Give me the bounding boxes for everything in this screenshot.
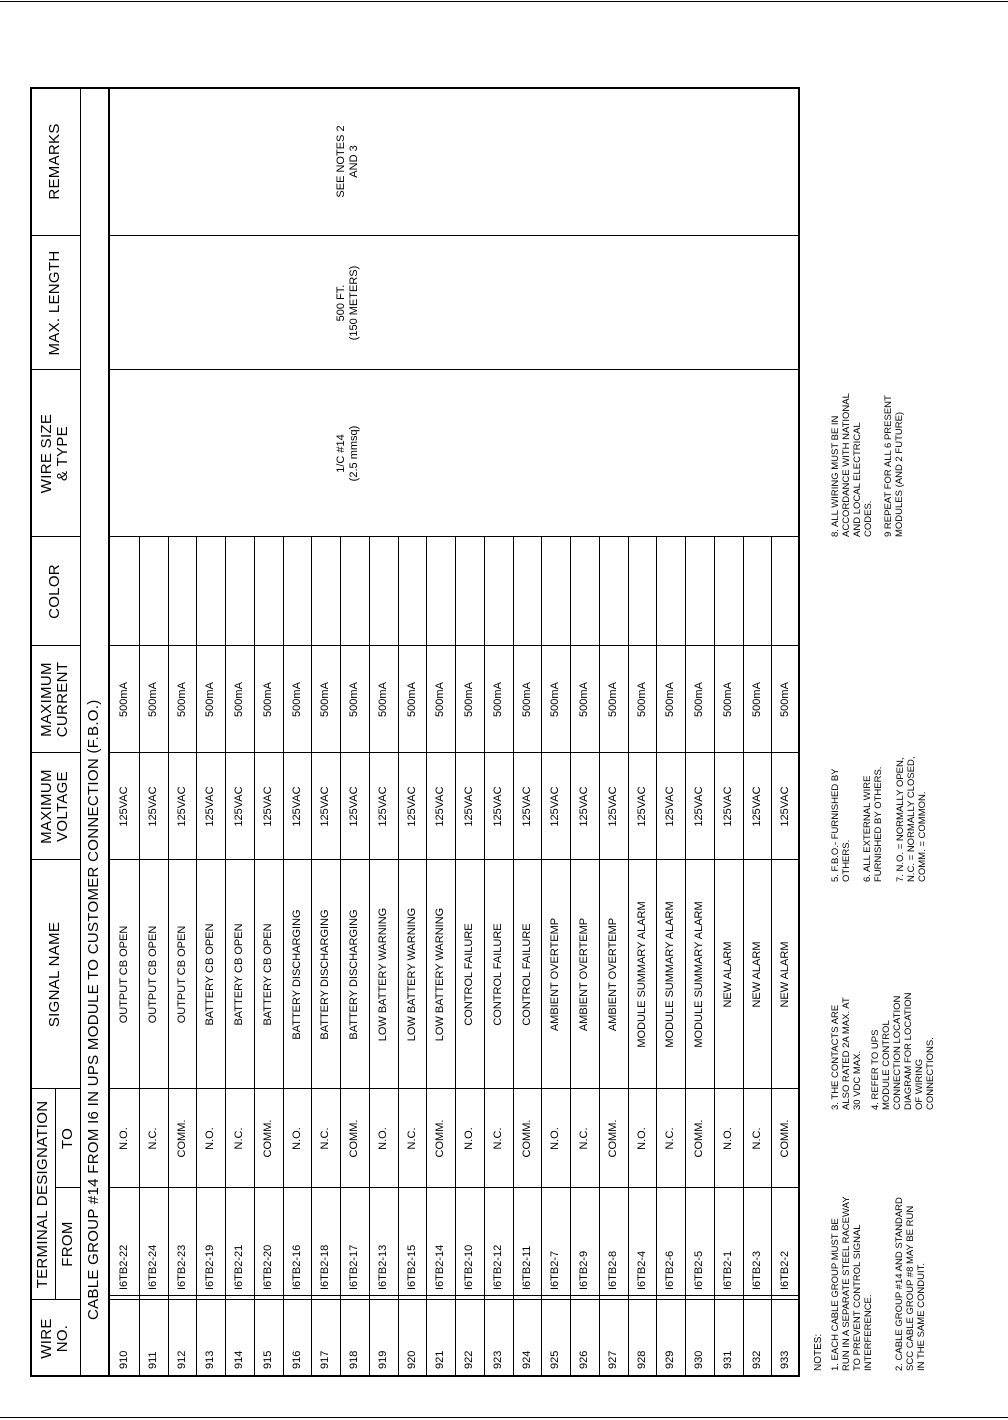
header-remarks-label: REMARKS xyxy=(46,123,63,200)
row-to-cell: COMM. xyxy=(434,1119,446,1158)
row-divider xyxy=(225,537,226,1377)
row-current-cell: 500mA xyxy=(204,682,216,717)
row-current-cell: 500mA xyxy=(549,682,561,717)
row-wire-cell: 921 xyxy=(434,1350,446,1369)
row-voltage-cell: 125VAC xyxy=(176,786,188,827)
row-signal-cell: MODULE SUMMARY ALARM xyxy=(636,901,648,1048)
row-divider xyxy=(570,537,571,1377)
row-from-cell: I6TB2-10 xyxy=(463,1244,475,1290)
note-1: 1. EACH CABLE GROUP MUST BE RUN IN A SEPARATE STEEL RACEWAY TO PREVENT CONTROL SIGNAL INTERFERENCE. xyxy=(830,1196,874,1371)
row-wire-cell: 931 xyxy=(722,1350,734,1369)
row-to-cell: N.O. xyxy=(204,1127,216,1150)
row-current-cell: 500mA xyxy=(291,682,303,717)
row-current-cell: 500mA xyxy=(492,682,504,717)
row-to-cell: COMM. xyxy=(607,1119,619,1158)
header-divider xyxy=(80,87,81,1377)
row-wire-cell: 920 xyxy=(406,1350,418,1369)
header-max-length xyxy=(30,236,80,370)
row-signal-cell: CONTROL FAILURE xyxy=(463,923,475,1026)
note-3: 3. THE CONTACTS ARE ALSO RATED 2A MAX. AT 30 VDC MAX. xyxy=(830,997,863,1110)
row-from-cell: I6TB2-21 xyxy=(233,1244,245,1290)
header-signal-name xyxy=(30,860,80,1089)
row-current-cell: 500mA xyxy=(607,682,619,717)
row-to-cell: COMM. xyxy=(262,1119,274,1158)
row-voltage-cell: 125VAC xyxy=(319,786,331,827)
rotated-wiring-table-sheet xyxy=(30,87,936,1377)
row-from-cell: I6TB2-3 xyxy=(751,1250,763,1290)
row-wire-cell: 916 xyxy=(291,1350,303,1369)
row-voltage-cell: 125VAC xyxy=(434,786,446,827)
row-voltage-cell: 125VAC xyxy=(348,786,360,827)
row-voltage-cell: 125VAC xyxy=(463,786,475,827)
row-current-cell: 500mA xyxy=(751,682,763,717)
row-to-cell: N.C. xyxy=(664,1127,676,1150)
row-voltage-cell: 125VAC xyxy=(693,786,705,827)
note-2: 2. CABLE GROUP #14 AND STANDARD SCC CABLE GROUP #8 MAY BE RUN IN THE SAME CONDUIT. xyxy=(894,1197,927,1371)
row-wire-cell: 929 xyxy=(664,1350,676,1369)
header-signal-label: SIGNAL NAME xyxy=(46,921,63,1028)
bottom-rule xyxy=(0,1417,1008,1418)
row-divider xyxy=(743,537,744,1377)
header-remarks xyxy=(30,87,80,236)
row-to-cell: N.C. xyxy=(233,1127,245,1150)
row-to-cell: N.C. xyxy=(492,1127,504,1150)
row-to-cell: N.O. xyxy=(377,1127,389,1150)
row-signal-cell: AMBIENT OVERTEMP xyxy=(607,917,619,1032)
row-signal-cell: CONTROL FAILURE xyxy=(521,923,533,1026)
row-wire-cell: 924 xyxy=(521,1350,533,1369)
row-divider xyxy=(196,537,197,1377)
header-wiresize-line1: WIRE SIZE xyxy=(38,413,55,494)
top-rule xyxy=(0,1,1008,2)
row-signal-cell: BATTERY DISCHARGING xyxy=(291,909,303,1040)
remarks-divider xyxy=(110,235,800,236)
row-voltage-cell: 125VAC xyxy=(722,786,734,827)
header-maxlength-label: MAX. LENGTH xyxy=(46,250,63,356)
row-divider xyxy=(599,537,600,1377)
row-current-cell: 500mA xyxy=(319,682,331,717)
row-current-cell: 500mA xyxy=(176,682,188,717)
row-from-cell: I6TB2-1 xyxy=(722,1250,734,1290)
row-voltage-cell: 125VAC xyxy=(636,786,648,827)
row-wire-cell: 918 xyxy=(348,1350,360,1369)
row-wire-cell: 912 xyxy=(176,1350,188,1369)
row-signal-cell: LOW BATTERY WARNING xyxy=(377,907,389,1042)
row-from-cell: I6TB2-24 xyxy=(147,1244,159,1290)
row-divider xyxy=(541,537,542,1377)
row-divider xyxy=(168,537,169,1377)
row-divider xyxy=(311,537,312,1377)
note-5: 5. F.B.O.- FURNISHED BY OTHERS. xyxy=(830,768,852,882)
header-max-voltage xyxy=(30,753,80,860)
row-signal-cell: BATTERY DISCHARGING xyxy=(319,909,331,1040)
row-from-cell: I6TB2-7 xyxy=(549,1250,561,1290)
row-to-cell: N.O. xyxy=(463,1127,475,1150)
row-signal-cell: AMBIENT OVERTEMP xyxy=(549,917,561,1032)
note-8: 8. ALL WIRING MUST BE IN ACCORDANCE WITH NATIONAL AND LOCAL ELECTRICAL CODES. xyxy=(830,393,874,537)
row-from-cell: I6TB2-15 xyxy=(406,1244,418,1290)
row-to-cell: N.C. xyxy=(406,1127,418,1150)
row-wire-cell: 910 xyxy=(118,1350,130,1369)
row-wire-cell: 928 xyxy=(636,1350,648,1369)
row-voltage-cell: 125VAC xyxy=(549,786,561,827)
row-current-cell: 500mA xyxy=(693,682,705,717)
row-signal-cell: AMBIENT OVERTEMP xyxy=(578,917,590,1032)
row-signal-cell: NEW ALARM xyxy=(751,941,763,1008)
row-voltage-cell: 125VAC xyxy=(578,786,590,827)
row-signal-cell: CONTROL FAILURE xyxy=(492,923,504,1026)
row-divider xyxy=(426,537,427,1377)
row-to-cell: N.O. xyxy=(636,1127,648,1150)
row-current-cell: 500mA xyxy=(434,682,446,717)
row-voltage-cell: 125VAC xyxy=(492,786,504,827)
row-wire-cell: 933 xyxy=(779,1350,791,1369)
header-to-label: TO xyxy=(58,1127,76,1150)
note-6: 6. ALL EXTERNAL WIRE FURNISHED BY OTHERS. xyxy=(862,766,884,882)
row-divider xyxy=(513,537,514,1377)
row-to-cell: COMM. xyxy=(779,1119,791,1158)
row-from-cell: I6TB2-18 xyxy=(319,1244,331,1290)
row-divider xyxy=(771,537,772,1377)
row-divider xyxy=(139,537,140,1377)
note-4: 4. REFER TO UPS MODULE CONTROL CONNECTION LOCATION DIAGRAM FOR LOCATION OF WIRING CONNECTIONS. xyxy=(870,992,936,1110)
row-to-cell: COMM. xyxy=(176,1119,188,1158)
row-signal-cell: MODULE SUMMARY ALARM xyxy=(664,901,676,1048)
row-to-cell: N.O. xyxy=(722,1127,734,1150)
row-signal-cell: LOW BATTERY WARNING xyxy=(406,907,418,1042)
row-to-cell: N.C. xyxy=(578,1127,590,1150)
header-max-current xyxy=(30,646,80,753)
max-length-line2: (150 METERS) xyxy=(348,265,360,341)
row-voltage-cell: 125VAC xyxy=(607,786,619,827)
row-to-cell: N.O. xyxy=(291,1127,303,1150)
max-length-line1: 500 FT. xyxy=(335,284,347,322)
row-from-cell: I6TB2-4 xyxy=(636,1250,648,1290)
row-wire-cell: 926 xyxy=(578,1350,590,1369)
row-wire-cell: 913 xyxy=(204,1350,216,1369)
row-from-cell: I6TB2-14 xyxy=(434,1244,446,1290)
row-from-cell: I6TB2-2 xyxy=(779,1250,791,1290)
row-voltage-cell: 125VAC xyxy=(779,786,791,827)
row-voltage-cell: 125VAC xyxy=(291,786,303,827)
row-to-cell: COMM. xyxy=(521,1119,533,1158)
row-signal-cell: MODULE SUMMARY ALARM xyxy=(693,901,705,1048)
row-current-cell: 500mA xyxy=(722,682,734,717)
row-current-cell: 500mA xyxy=(521,682,533,717)
row-from-cell: I6TB2-16 xyxy=(291,1244,303,1290)
row-current-cell: 500mA xyxy=(262,682,274,717)
row-current-cell: 500mA xyxy=(233,682,245,717)
row-from-cell: I6TB2-9 xyxy=(578,1250,590,1290)
row-signal-cell: BATTERY DISCHARGING xyxy=(348,909,360,1040)
notes-title: NOTES: xyxy=(813,1333,824,1371)
remarks-line2: AND 3 xyxy=(348,145,360,178)
row-divider xyxy=(714,537,715,1377)
row-signal-cell: NEW ALARM xyxy=(722,941,734,1008)
row-from-cell: I6TB2-6 xyxy=(664,1250,676,1290)
row-current-cell: 500mA xyxy=(636,682,648,717)
row-wire-cell: 917 xyxy=(319,1350,331,1369)
row-voltage-cell: 125VAC xyxy=(377,786,389,827)
row-from-cell: I6TB2-23 xyxy=(176,1244,188,1290)
row-voltage-cell: 125VAC xyxy=(118,786,130,827)
header-wiresize-line2: & TYPE xyxy=(54,426,71,481)
row-wire-cell: 922 xyxy=(463,1350,475,1369)
row-from-cell: I6TB2-17 xyxy=(348,1244,360,1290)
row-voltage-cell: 125VAC xyxy=(751,786,763,827)
remarks-value xyxy=(335,87,361,236)
row-voltage-cell: 125VAC xyxy=(262,786,274,827)
row-to-cell: N.C. xyxy=(751,1127,763,1150)
header-terminal-designation xyxy=(30,1089,55,1300)
row-wire-cell: 927 xyxy=(607,1350,619,1369)
row-current-cell: 500mA xyxy=(377,682,389,717)
wire-size-value xyxy=(335,370,361,537)
row-from-cell: I6TB2-12 xyxy=(492,1244,504,1290)
header-wire-no xyxy=(30,1300,80,1377)
row-from-cell: I6TB2-5 xyxy=(693,1250,705,1290)
row-current-cell: 500mA xyxy=(578,682,590,717)
row-wire-cell: 915 xyxy=(262,1350,274,1369)
row-voltage-cell: 125VAC xyxy=(521,786,533,827)
header-from xyxy=(55,1188,80,1300)
row-to-cell: N.C. xyxy=(147,1127,159,1150)
header-wire-label: WIRE xyxy=(38,1318,55,1359)
remarks-line1: SEE NOTES 2 xyxy=(335,125,347,198)
header-to xyxy=(55,1089,80,1188)
row-voltage-cell: 125VAC xyxy=(233,786,245,827)
row-wire-cell: 932 xyxy=(751,1350,763,1369)
row-divider xyxy=(340,537,341,1377)
row-signal-cell: BATTERY CB OPEN xyxy=(204,923,216,1026)
row-wire-cell: 923 xyxy=(492,1350,504,1369)
row-divider xyxy=(628,537,629,1377)
wire-size-line1: 1/C #14 xyxy=(335,434,347,473)
row-current-cell: 500mA xyxy=(779,682,791,717)
cable-group-banner: CABLE GROUP #14 FROM I6 IN UPS MODULE TO CUSTOMER CONNECTION (F.B.O.) xyxy=(85,699,102,1320)
row-current-cell: 500mA xyxy=(147,682,159,717)
row-to-cell: N.O. xyxy=(118,1127,130,1150)
header-terminal-label: TERMINAL DESIGNATION xyxy=(33,1100,51,1289)
wire-size-line2: (2.5 mmsq) xyxy=(348,425,360,482)
row-wire-cell: 911 xyxy=(147,1351,159,1369)
max-length-value xyxy=(335,236,361,370)
row-signal-cell: OUTPUT CB OPEN xyxy=(176,925,188,1024)
row-from-cell: I6TB2-8 xyxy=(607,1250,619,1290)
row-voltage-cell: 125VAC xyxy=(406,786,418,827)
header-color xyxy=(30,537,80,646)
row-from-cell: I6TB2-19 xyxy=(204,1244,216,1290)
row-divider xyxy=(685,537,686,1377)
note-7: 7. N.O. = NORMALLY OPEN, N.C. = NORMALLY CLOSED, COMM. = COMMON. xyxy=(895,756,928,882)
row-current-cell: 500mA xyxy=(348,682,360,717)
row-signal-cell: OUTPUT CB OPEN xyxy=(147,925,159,1024)
row-wire-cell: 925 xyxy=(549,1350,561,1369)
header-wire-size xyxy=(30,370,80,537)
header-voltage-line1: MAXIMUM xyxy=(38,769,55,844)
row-divider xyxy=(455,537,456,1377)
row-from-cell: I6TB2-22 xyxy=(118,1244,130,1290)
header-color-label: COLOR xyxy=(46,564,63,619)
header-from-label: FROM xyxy=(58,1221,76,1267)
row-signal-cell: NEW ALARM xyxy=(779,941,791,1008)
row-signal-cell: BATTERY CB OPEN xyxy=(233,923,245,1026)
row-current-cell: 500mA xyxy=(118,682,130,717)
row-to-cell: COMM. xyxy=(348,1119,360,1158)
row-wire-cell: 930 xyxy=(693,1350,705,1369)
header-voltage-line2: VOLTAGE xyxy=(54,771,71,842)
row-voltage-cell: 125VAC xyxy=(204,786,216,827)
row-to-cell: N.C. xyxy=(319,1127,331,1150)
row-current-cell: 500mA xyxy=(664,682,676,717)
row-signal-cell: LOW BATTERY WARNING xyxy=(434,907,446,1042)
row-to-cell: N.O. xyxy=(549,1127,561,1150)
banner-divider xyxy=(108,87,110,1377)
max-length-divider xyxy=(110,369,800,370)
row-signal-cell: OUTPUT CB OPEN xyxy=(118,925,130,1024)
row-divider xyxy=(369,537,370,1377)
row-from-cell: I6TB2-11 xyxy=(521,1245,533,1290)
row-to-cell: COMM. xyxy=(693,1119,705,1158)
row-divider xyxy=(656,537,657,1377)
row-divider xyxy=(283,537,284,1377)
row-divider xyxy=(484,537,485,1377)
row-from-cell: I6TB2-13 xyxy=(377,1244,389,1290)
row-current-cell: 500mA xyxy=(406,682,418,717)
note-9: 9 REPEAT FOR ALL 6 PRESENT MODULES (AND 2 FUTURE) xyxy=(883,395,905,537)
row-current-cell: 500mA xyxy=(463,682,475,717)
header-no-label: NO. xyxy=(54,1324,71,1353)
row-signal-cell: BATTERY CB OPEN xyxy=(262,923,274,1026)
row-divider xyxy=(398,537,399,1377)
row-divider xyxy=(254,537,255,1377)
row-voltage-cell: 125VAC xyxy=(664,786,676,827)
row-voltage-cell: 125VAC xyxy=(147,786,159,827)
row-wire-cell: 914 xyxy=(233,1350,245,1369)
row-from-cell: I6TB2-20 xyxy=(262,1244,274,1290)
row-wire-cell: 919 xyxy=(377,1350,389,1369)
header-current-line1: MAXIMUM xyxy=(38,662,55,737)
header-current-line2: CURRENT xyxy=(54,661,71,738)
